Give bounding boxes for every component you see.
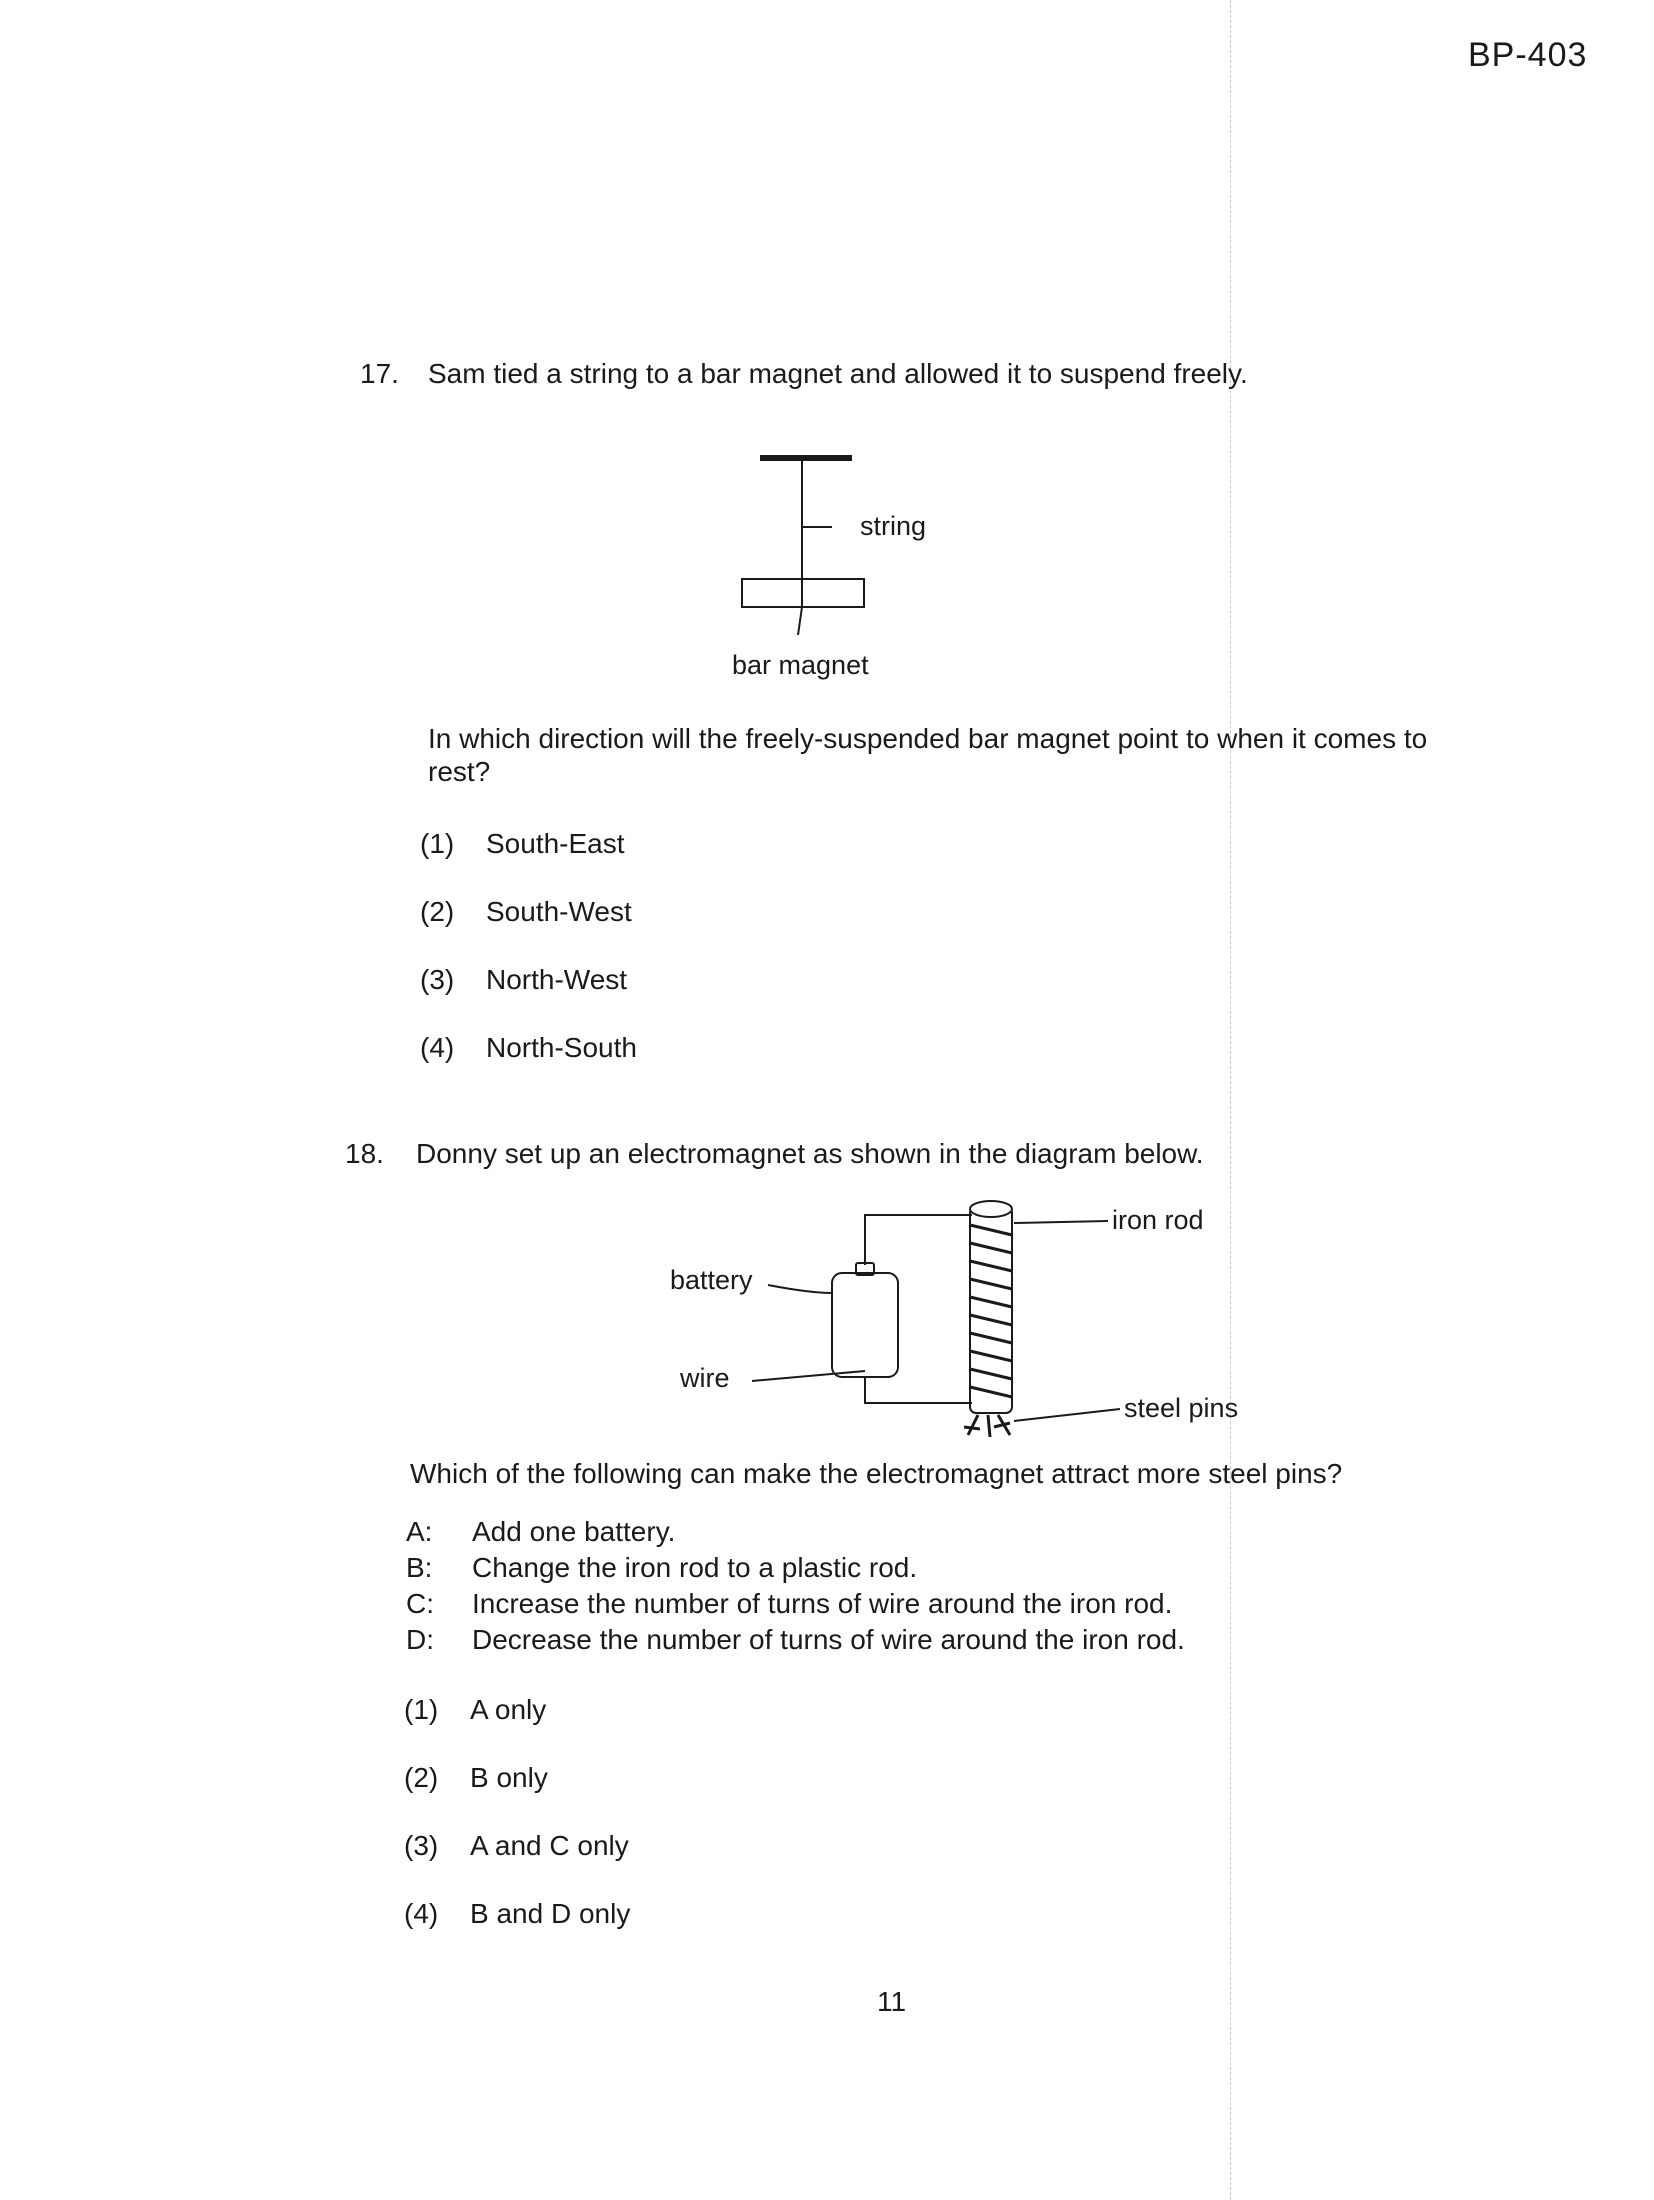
option-text: South-East (486, 828, 625, 859)
option-key: (3) (420, 964, 455, 995)
bar-magnet-diagram (720, 445, 1060, 690)
magnet-label-pointer (798, 607, 802, 635)
statement-a (406, 1516, 1185, 1552)
option-text: North-West (486, 964, 628, 995)
option-text: North-South (486, 1032, 637, 1063)
option-text: South-West (486, 896, 632, 927)
answer-options (420, 828, 637, 1100)
option-2[interactable] (420, 896, 637, 964)
page-number: 11 (877, 1986, 907, 2017)
bar-magnet-label: bar magnet (732, 650, 869, 680)
question-text: Donny set up an electromagnet as shown in the diagram below. (416, 1138, 1204, 1169)
statement-key: A: (406, 1516, 433, 1547)
option-text: A only (470, 1694, 547, 1725)
statement-b (406, 1552, 1185, 1588)
bottom-wire (865, 1377, 972, 1403)
statement-d (406, 1624, 1185, 1660)
statement-key: D: (406, 1624, 434, 1655)
top-wire (865, 1215, 972, 1265)
statement-text: Change the iron rod to a plastic rod. (472, 1552, 918, 1583)
statement-text: Increase the number of turns of wire around the iron rod. (472, 1588, 1173, 1619)
statement-text: Add one battery. (472, 1516, 676, 1547)
option-3[interactable] (420, 964, 637, 1032)
steel-pins-shape (964, 1415, 1010, 1437)
option-key: (1) (404, 1694, 439, 1725)
wire-coil (970, 1225, 1012, 1397)
battery-pointer (768, 1285, 832, 1293)
string-label: string (860, 511, 927, 541)
scan-fold-line (1230, 0, 1231, 2200)
statement-text: Decrease the number of turns of wire around the iron rod. (472, 1624, 1185, 1655)
support-beam (760, 455, 852, 461)
option-text: B and D only (470, 1898, 631, 1929)
option-key: (3) (404, 1830, 439, 1861)
battery-label: battery (670, 1265, 753, 1295)
iron-rod-top (970, 1201, 1012, 1217)
statement-c (406, 1588, 1185, 1624)
iron-rod-shape (970, 1207, 1012, 1413)
option-1[interactable] (404, 1694, 630, 1762)
paper-code: BP-403 (1468, 36, 1588, 74)
question-prompt: Which of the following can make the electromagnet attract more steel pins? (410, 1458, 1343, 1489)
option-2[interactable] (404, 1762, 630, 1830)
option-key: (4) (404, 1898, 439, 1929)
option-text: B only (470, 1762, 548, 1793)
steel-pins-label: steel pins (1124, 1393, 1239, 1423)
iron-rod-pointer (1014, 1221, 1108, 1223)
answer-options (404, 1694, 630, 1966)
option-3[interactable] (404, 1830, 630, 1898)
question-text: Sam tied a string to a bar magnet and allowed it to suspend freely. (428, 358, 1248, 389)
steel-pins-pointer (1014, 1409, 1120, 1421)
battery-shape (832, 1273, 898, 1377)
statement-list (406, 1516, 1185, 1660)
question-prompt: In which direction will the freely-suspended bar magnet point to when it comes to rest? (428, 723, 1428, 787)
iron-rod-label: iron rod (1112, 1205, 1204, 1235)
wire-label: wire (680, 1363, 730, 1393)
question-number: 18. (345, 1138, 384, 1169)
option-4[interactable] (420, 1032, 637, 1100)
option-key: (2) (420, 896, 455, 927)
option-key: (4) (420, 1032, 455, 1063)
statement-key: B: (406, 1552, 433, 1583)
option-key: (1) (420, 828, 455, 859)
statement-key: C: (406, 1588, 434, 1619)
question-number: 17. (360, 358, 399, 389)
option-4[interactable] (404, 1898, 630, 1966)
electromagnet-diagram (660, 1185, 1280, 1440)
option-1[interactable] (420, 828, 637, 896)
option-text: A and C only (470, 1830, 629, 1861)
option-key: (2) (404, 1762, 439, 1793)
